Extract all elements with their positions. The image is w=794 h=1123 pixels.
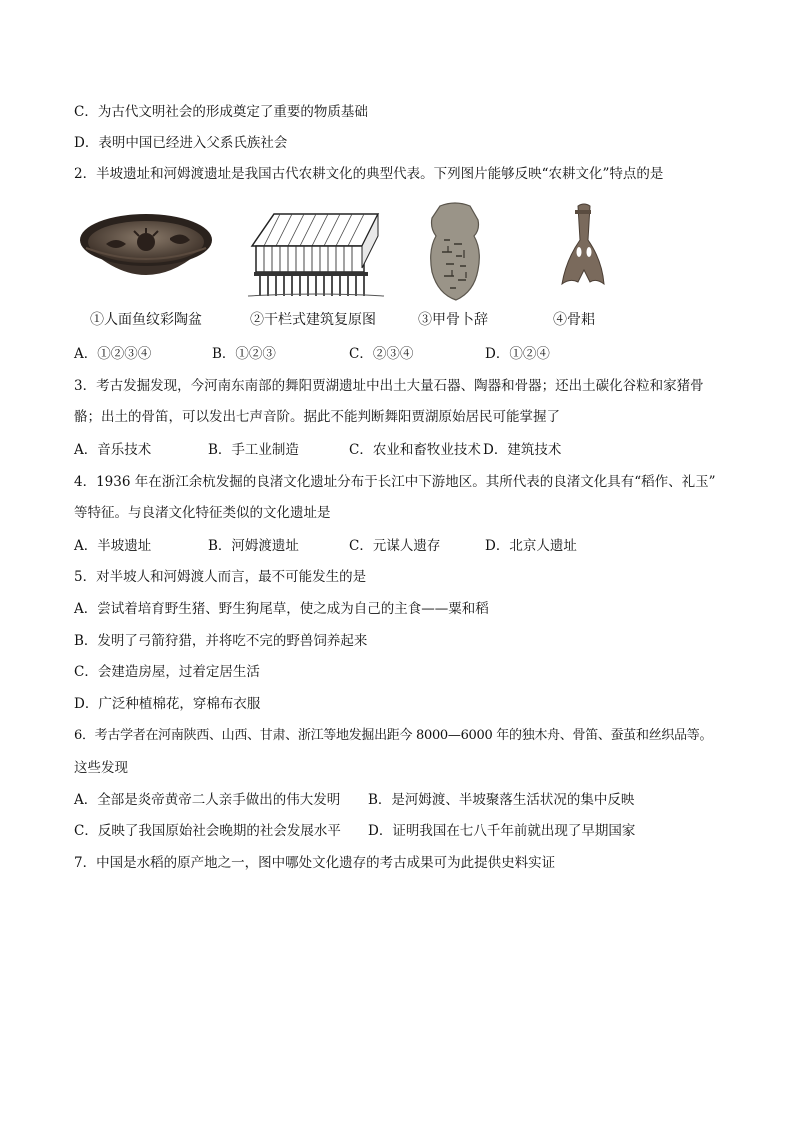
q6-option-c[interactable]: C．反映了我国原始社会晚期的社会发展水平	[74, 823, 341, 839]
question-7: 7．中国是水稻的原产地之一，图中哪处文化遗存的考古成果可为此提供史料实证	[74, 855, 556, 871]
q6-option-a[interactable]: A．全部是炎帝黄帝二人亲手做出的伟大发明	[74, 792, 341, 808]
question-5: 5．对半坡人和河姆渡人而言，最不可能发生的是	[74, 569, 367, 585]
q3-option-d[interactable]: D．建筑技术	[483, 442, 562, 458]
q2-option-b[interactable]: B．①②③	[212, 346, 276, 362]
question-2: 2．半坡遗址和河姆渡遗址是我国古代农耕文化的典型代表。下列图片能够反映“农耕文化”特点的是	[74, 166, 664, 182]
q4-option-a[interactable]: A．半坡遗址	[74, 538, 152, 554]
question-3-line-2: 骼；出土的骨笛，可以发出七声音阶。据此不能判断舞阳贾湖原始居民可能掌握了	[74, 409, 560, 425]
question-6-line-2: 这些发现	[74, 760, 128, 776]
caption-bone-spade: ④骨耜	[553, 312, 595, 328]
q2-option-c[interactable]: C．②③④	[349, 346, 414, 362]
q3-option-b[interactable]: B．手工业制造	[208, 442, 299, 458]
caption-stilt-house: ②干栏式建筑复原图	[250, 312, 376, 328]
question-6-line-1: 6．考古学者在河南陕西、山西、甘肃、浙江等地发掘出距今 8000—6000 年的独木舟、骨笛、蚕茧和丝织品等。	[74, 728, 713, 743]
q5-option-c[interactable]: C．会建造房屋，过着定居生活	[74, 664, 260, 680]
q5-option-b[interactable]: B．发明了弓箭狩猎，并将吃不完的野兽饲养起来	[74, 633, 368, 649]
caption-oracle-bone: ③甲骨卜辞	[418, 312, 488, 328]
q4-option-b[interactable]: B．河姆渡遗址	[208, 538, 299, 554]
question-3-line-1: 3．考古发掘发现，今河南东南部的舞阳贾湖遗址中出土大量石器、陶器和骨器；还出土碳化谷粒和家猪骨	[74, 378, 704, 394]
question-4-line-2: 等特征。与良渚文化特征类似的文化遗址是	[74, 505, 331, 521]
caption-pottery-basin: ①人面鱼纹彩陶盆	[90, 312, 202, 328]
q4-option-d[interactable]: D．北京人遗址	[485, 538, 577, 554]
q4-option-c[interactable]: C．元谋人遗存	[349, 538, 441, 554]
q1-option-d: D．表明中国已经进入父系氏族社会	[74, 135, 288, 151]
q2-option-d[interactable]: D．①②④	[485, 346, 550, 362]
q5-option-a[interactable]: A．尝试着培育野生猪、野生狗尾草，使之成为自己的主食——粟和稻	[74, 601, 489, 617]
q6-option-d[interactable]: D．证明我国在七八千年前就出现了早期国家	[368, 823, 636, 839]
q3-option-a[interactable]: A．音乐技术	[74, 442, 152, 458]
q5-option-d[interactable]: D．广泛种植棉花，穿棉布衣服	[74, 696, 261, 712]
q2-option-a[interactable]: A．①②③④	[74, 346, 152, 362]
q1-option-c: C．为古代文明社会的形成奠定了重要的物质基础	[74, 104, 368, 120]
question-4-line-1: 4．1936 年在浙江余杭发掘的良渚文化遗址分布于长江中下游地区。其所代表的良渚文化具有“稻作、礼玉”	[74, 474, 716, 490]
q3-option-c[interactable]: C．农业和畜牧业技术	[349, 442, 481, 458]
q6-option-b[interactable]: B．是河姆渡、半坡聚落生活状况的集中反映	[368, 792, 635, 808]
